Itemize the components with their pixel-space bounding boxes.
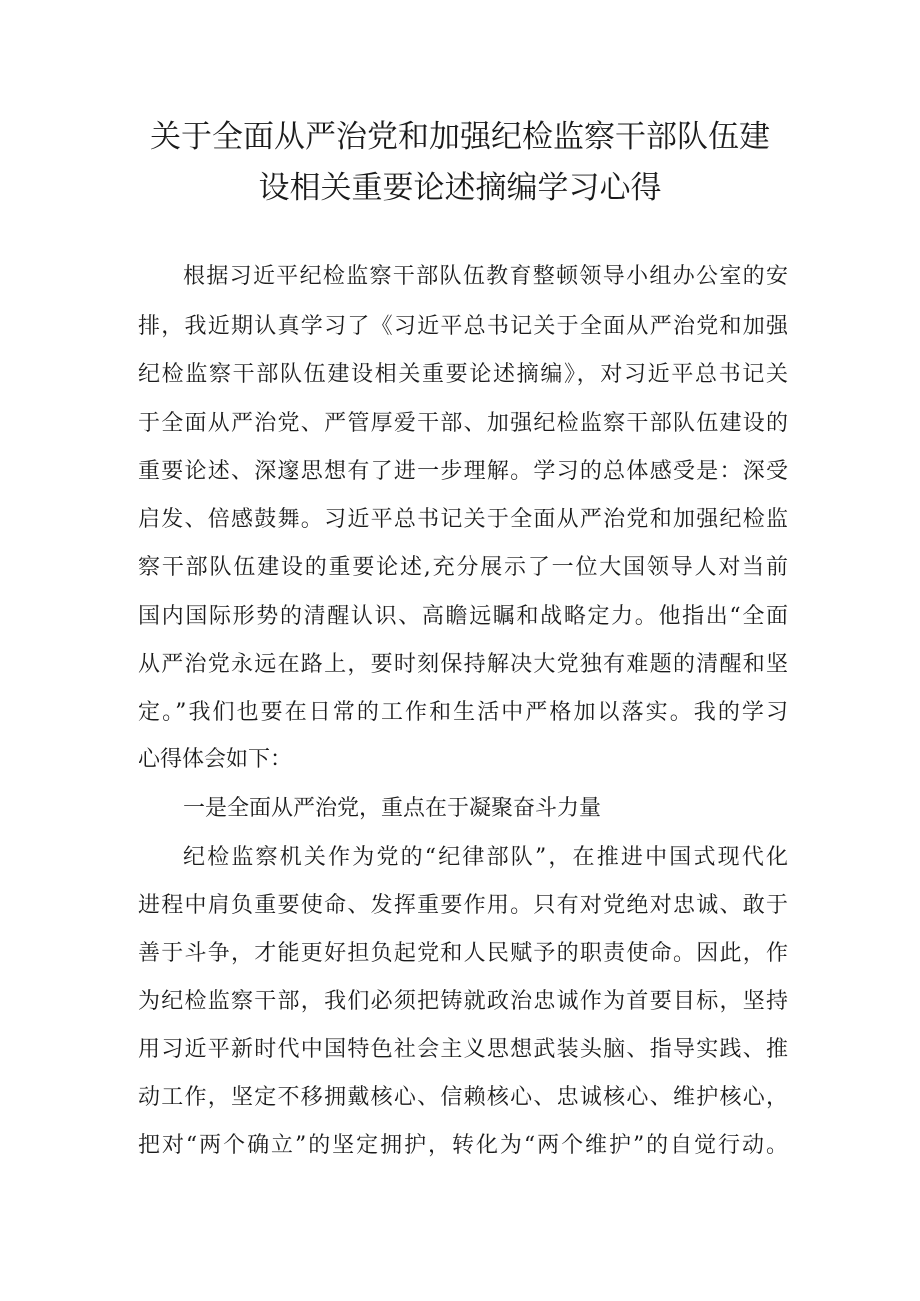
document-title-line-2: 设相关重要论述摘编学习心得	[258, 170, 662, 206]
paragraph1-line-4: 于全面从严治党、严管厚爱干部、加强纪检监察干部队伍建设的	[138, 411, 788, 436]
paragraph2-line-2: 进程中肩负重要使命、发挥重要作用。只有对党绝对忠诚、敢于	[138, 893, 788, 918]
paragraph1-line-9: 从严治党永远在路上，要时刻保持解决大党独有难题的清醒和坚	[138, 652, 788, 677]
paragraph2-line-7: 把对“两个确立”的坚定拥护，转化为“两个维护”的自觉行动。	[138, 1133, 788, 1158]
paragraph1-line-10: 定。”我们也要在日常的工作和生活中严格加以落实。我的学习	[138, 700, 788, 725]
paragraph1-line-6: 启发、倍感鼓舞。习近平总书记关于全面从严治党和加强纪检监	[138, 507, 788, 532]
paragraph1-line-5: 重要论述、深邃思想有了进一步理解。学习的总体感受是：深受	[138, 459, 788, 484]
document-title-line-1: 关于全面从严治党和加强纪检监察干部队伍建	[150, 119, 770, 155]
paragraph2-line-1: 纪检监察机关作为党的“纪律部队”，在推进中国式现代化	[183, 845, 788, 870]
paragraph2-line-5: 用习近平新时代中国特色社会主义思想武装头脑、指导实践、推	[138, 1037, 788, 1062]
paragraph1-line-3: 纪检监察干部队伍建设相关重要论述摘编》，对习近平总书记关	[138, 362, 788, 387]
paragraph2-line-6: 动工作，坚定不移拥戴核心、信赖核心、忠诚核心、维护核心，	[138, 1085, 788, 1110]
paragraph1-line-7: 察干部队伍建设的重要论述,充分展示了一位大国领导人对当前	[138, 555, 788, 580]
paragraph1-line-1: 根据习近平纪检监察干部队伍教育整顿领导小组办公室的安	[183, 264, 788, 289]
paragraph1-line-2: 排，我近期认真学习了《习近平总书记关于全面从严治党和加强	[138, 314, 788, 339]
paragraph1-line-8: 国内国际形势的清醒认识、高瞻远瞩和战略定力。他指出“全面	[138, 604, 788, 629]
paragraph1-line-11: 心得体会如下：	[138, 747, 293, 772]
paragraph2-line-4: 为纪检监察干部，我们必须把铸就政治忠诚作为首要目标，坚持	[138, 989, 788, 1014]
paragraph2-line-3: 善于斗争，才能更好担负起党和人民赋予的职责使命。因此，作	[138, 941, 788, 966]
section-heading-1: 一是全面从严治党，重点在于凝聚奋斗力量	[183, 796, 602, 821]
